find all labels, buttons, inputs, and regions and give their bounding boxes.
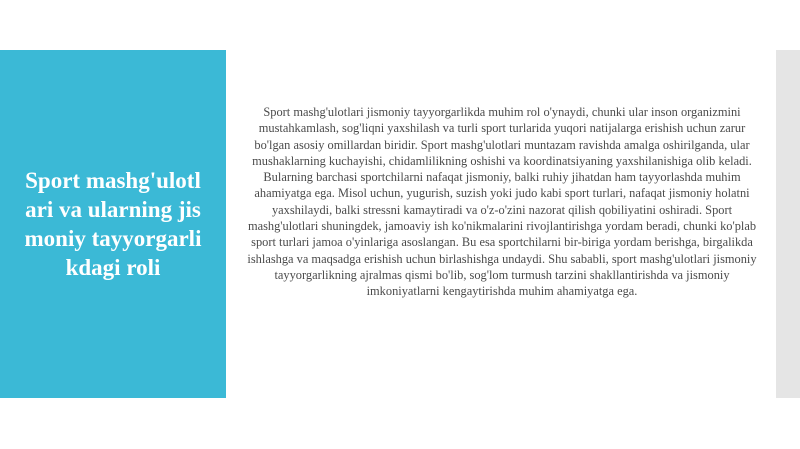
title-panel [0, 50, 226, 398]
slide-body-text: Sport mashg'ulotlari jismoniy tayyorgarlikda muhim rol o'ynaydi, chunki ular inson organizmini mustahkamlash, sog'liqni yaxshilash va turli sport turlarida yuqori natijalarga erishish uchun zarur bo'lgan asosiy omillardan biridir. Sport mashg'ulotlari muntazam ravishda amalga oshirilganda, ular mushaklarning kuchayishi, chidamlilikning oshishi va koordinatsiyaning yaxshilanishiga olib keladi. Bularning barchasi sportchilarni nafaqat jismoniy, balki ruhiy jihatdan ham tayyorlashda muhim ahamiyatga ega. Misol uchun, yugurish, suzish yoki judo kabi sport turlari, nafaqat jismoniy holatni yaxshilaydi, balki stressni kamaytiradi va o'z-o'zini nazorat qilish qobiliyatini oshiradi. Sport mashg'ulotlari shuningdek, jamoaviy ish ko'nikmalarini rivojlantirishga yordam beradi, chunki ko'plab sport turlari jamoa o'yinlariga asoslangan. Bu esa sportchilarni bir-biriga yordam berishga, birgalikda ishlashga va maqsadga erishish uchun birlashishga undaydi. Shu sababli, sport mashg'ulotlari jismoniy tayyorgarlikning ajralmas qismi bo'lib, sog'lom turmush tarzini shakllantirishda va jismoniy imkoniyatlarni kengaytirishda muhim ahamiyatga ega. [247, 105, 757, 299]
side-strip [776, 50, 800, 398]
slide [0, 50, 776, 398]
slide-title: Sport mashg'ulotlari va ularning jismoniy tayyorgarlikdagi roli [24, 168, 202, 280]
body-panel [246, 104, 758, 300]
